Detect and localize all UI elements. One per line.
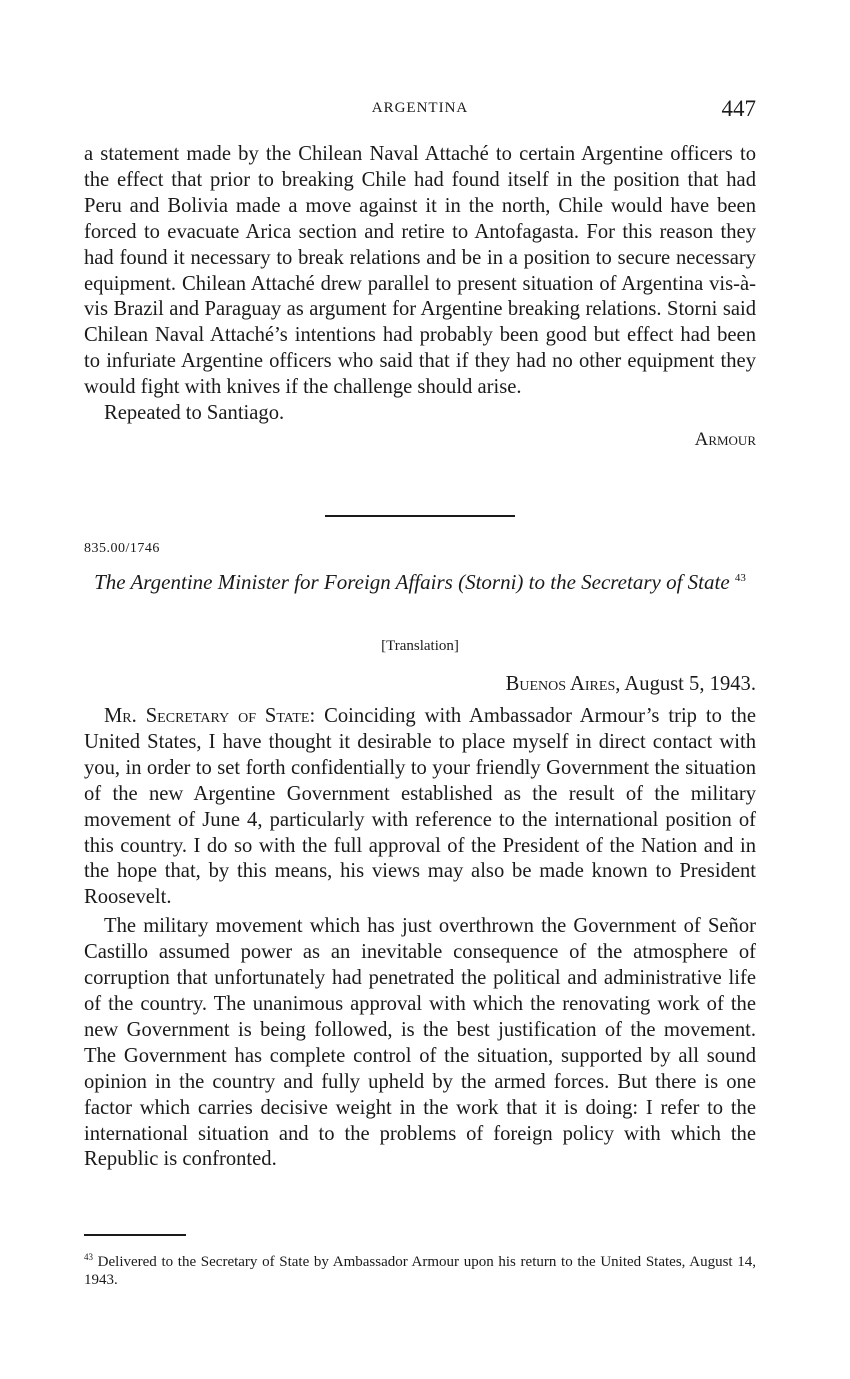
footnote-number: 43 xyxy=(84,1252,93,1262)
dateline xyxy=(506,673,756,696)
page-number: 447 xyxy=(721,96,756,121)
signature: Armour xyxy=(694,428,756,450)
translation-note: [Translation] xyxy=(381,638,459,654)
footnote-rule xyxy=(84,1234,186,1236)
footnote-text: Delivered to the Secretary of State by Ambassador Armour upon his return to the United States, August 14, 1943. xyxy=(84,1254,757,1288)
document-heading-text: The Argentine Minister for Foreign Affairs (Storni) to the Secretary of State xyxy=(94,570,730,594)
repeated-note: Repeated to Santiago. xyxy=(104,402,285,425)
dateline-date: , August 5, 1943. xyxy=(615,673,756,695)
running-title: ARGENTINA xyxy=(371,100,469,116)
salutation: Mr. Secretary of State: xyxy=(104,705,316,727)
file-number: 835.00/1746 xyxy=(84,541,160,556)
prior-document-text xyxy=(84,142,756,453)
running-head xyxy=(84,96,756,124)
section-divider xyxy=(325,515,515,517)
prior-document-paragraph: a statement made by the Chilean Naval Attaché to certain Argentine officers to the effect that prior to breaking Chile had found itself in the position that had Peru and Bolivia made a move against it in the north, Chile would have been forced to evacuate Arica section and retire to Antofagasta. For this reason they had found it necessary to break relations and be in a position to secure necessary equipment. Chilean Attaché drew parallel to present situation of Argentina vis-à-vis Brazil and Paraguay as argument for Argentine breaking relations. Storni said Chilean Naval Attaché’s intentions had probably been good but effect had been to infuriate Argentine officers who said that if they had no other equipment they would fight with knives if the challenge should arise. xyxy=(84,143,756,399)
dateline-place: Buenos Aires xyxy=(505,673,616,695)
letter-paragraph-1 xyxy=(84,704,756,911)
letter-paragraph-2: The military movement which has just overthrown the Government of Señor Castillo assumed power as an inevitable consequence of the atmosphere of corruption that unfortunately had penetrated the political and administrative life of the country. The unanimous approval with which the renovating work of the new Government is being followed, is the best justification of the movement. The Government has complete control of the situation, supported by all sound opinion in the country and fully upheld by the armed forces. But there is one factor which carries decisive weight in the work that it is doing: I refer to the international situation and to the problems of foreign policy with which the Republic is confronted. xyxy=(84,915,756,1171)
footnote xyxy=(84,1248,756,1289)
letter-body xyxy=(84,704,756,1173)
heading-footnote-ref: 43 xyxy=(734,572,746,584)
letter-paragraph-1-text: Coinciding with Ambassador Armour’s trip to the United States, I have thought it desirable to place myself in direct contact with you, in order to set forth confidentially to your friendly Government the situation of the new Argentine Government established as the result of the military movement of June 4, particularly with reference to the international position of this country. I do so with the full approval of the President of the Nation and in the hope that, by this means, his views may also be made known to President Roosevelt. xyxy=(84,705,756,909)
document-heading xyxy=(84,564,756,596)
